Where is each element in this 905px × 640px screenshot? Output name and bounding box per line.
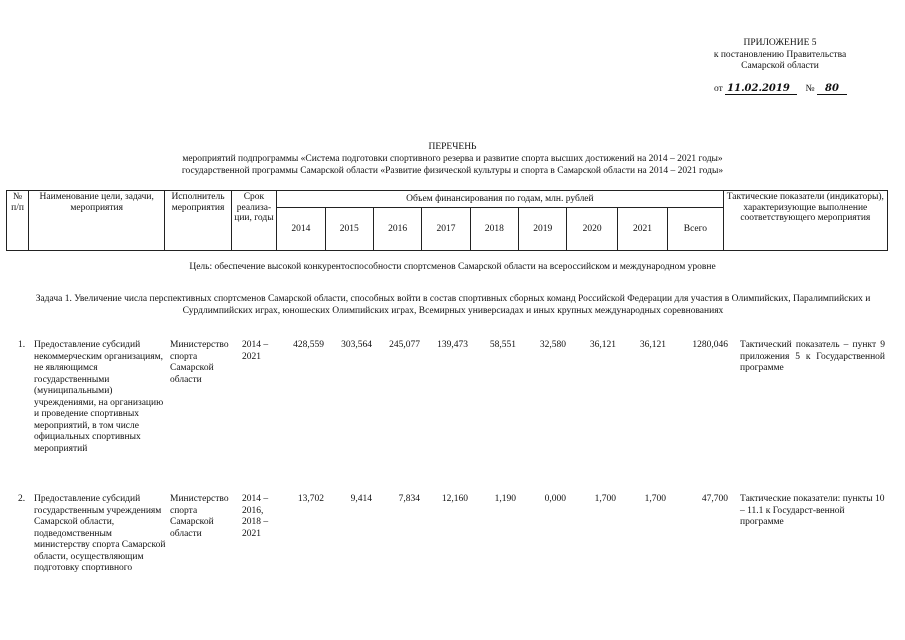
title-line2: государственной программы Самарской области «Развитие физической культуры и спорта в Самарской области на 2014 – 2021 годы» [181, 166, 724, 176]
col-header-number: № п/п [7, 191, 29, 251]
number-prefix: № [805, 84, 815, 94]
value-2014: 428,559 [293, 340, 324, 350]
row-indicator: Тактический показатель – пункт 9 приложения 5 к Государственной программе [740, 340, 885, 373]
funding-table-header [6, 190, 888, 251]
year-header: 2017 [422, 208, 470, 251]
year-header: 2020 [567, 208, 617, 251]
total-header: Всего [668, 208, 723, 251]
title-line1: мероприятий подпрограммы «Система подготовки спортивного резерва и развитие спорта высших достижений на 2014 – 2021 годы» [182, 154, 723, 164]
row-number: 1. [18, 340, 26, 350]
row-executor: Министерство спорта Самарской области [170, 340, 229, 385]
value-2016: 245,077 [389, 340, 420, 350]
value-2018: 1,190 [494, 494, 516, 504]
value-2015: 303,564 [341, 340, 372, 350]
handwritten-number: 80 [817, 83, 847, 95]
row-executor: Министерство спорта Самарской области [170, 494, 229, 539]
row-number: 2. [18, 494, 26, 504]
value-2021: 36,121 [639, 340, 666, 350]
col-header-name: Наименование цели, задачи, мероприятия [29, 191, 165, 251]
value-2019: 0,000 [544, 494, 566, 504]
year-header: 2014 [277, 208, 325, 251]
value-total: 47,700 [701, 494, 728, 504]
decree-reference [714, 83, 864, 95]
task-text: Задача 1. Увеличение числа перспективных спортсменов Самарской области, способных войти в состав спортивных сборных команд Российской Федерации для участия в Олимпийских, Паралимпийских и Сурдлимпийских играх, юношеских Олимпийских играх, Всемирных универсиадах и иных крупных международных соревнованиях [35, 294, 871, 316]
col-header-term: Срок реализа-ции, годы [231, 191, 276, 251]
year-header: 2015 [325, 208, 373, 251]
handwritten-date: 11.02.2019 [725, 83, 797, 95]
document-title: ПЕРЕЧЕНЬ [428, 142, 477, 152]
value-2020: 36,121 [589, 340, 616, 350]
year-header: 2019 [519, 208, 567, 251]
value-2016: 7,834 [398, 494, 420, 504]
appendix-title: ПРИЛОЖЕНИЕ 5 [743, 38, 817, 48]
year-header: 2016 [373, 208, 421, 251]
year-header: 2021 [617, 208, 667, 251]
appendix-block [700, 38, 860, 73]
col-header-funding: Объем финансирования по годам, млн. рублей [277, 191, 723, 208]
row-term: 2014 – 2016, 2018 – 2021 [242, 494, 269, 539]
col-header-executor: Исполнитель мероприятия [165, 191, 232, 251]
row-indicator: Тактические показатели: пункты 10 – 11.1 к Государст-венной программе [740, 494, 885, 527]
date-prefix: от [714, 84, 723, 94]
appendix-line3: Самарской области [741, 61, 819, 71]
value-2018: 58,551 [489, 340, 516, 350]
value-2014: 13,702 [297, 494, 324, 504]
value-2015: 9,414 [350, 494, 372, 504]
value-2017: 12,160 [441, 494, 468, 504]
col-header-indicators: Тактические показатели (индикаторы), характеризующие выполнение соответствующего мероприятия [723, 191, 887, 251]
value-2017: 139,473 [437, 340, 468, 350]
year-header: 2018 [470, 208, 518, 251]
row-name: Предоставление субсидий некоммерческим организациям, не являющимся государственными (муниципальными) учреждениями, на организацию и проведение спортивных мероприятий, в том числе официальных спортивных мероприятий [34, 340, 164, 454]
value-total: 1280,046 [692, 340, 728, 350]
value-2019: 32,580 [539, 340, 566, 350]
value-2021: 1,700 [644, 494, 666, 504]
value-2020: 1,700 [594, 494, 616, 504]
row-name: Предоставление субсидий государственным учреждениям Самарской области, подведомственным министерству спорта Самарской области, осуществляющим подготовку спортивного [34, 494, 166, 573]
goal-text: Цель: обеспечение высокой конкурентоспособности спортсменов Самарской области на всероссийском и международном уровне [189, 262, 716, 272]
row-term: 2014 – 2021 [242, 340, 269, 362]
appendix-line2: к постановлению Правительства [713, 49, 847, 60]
